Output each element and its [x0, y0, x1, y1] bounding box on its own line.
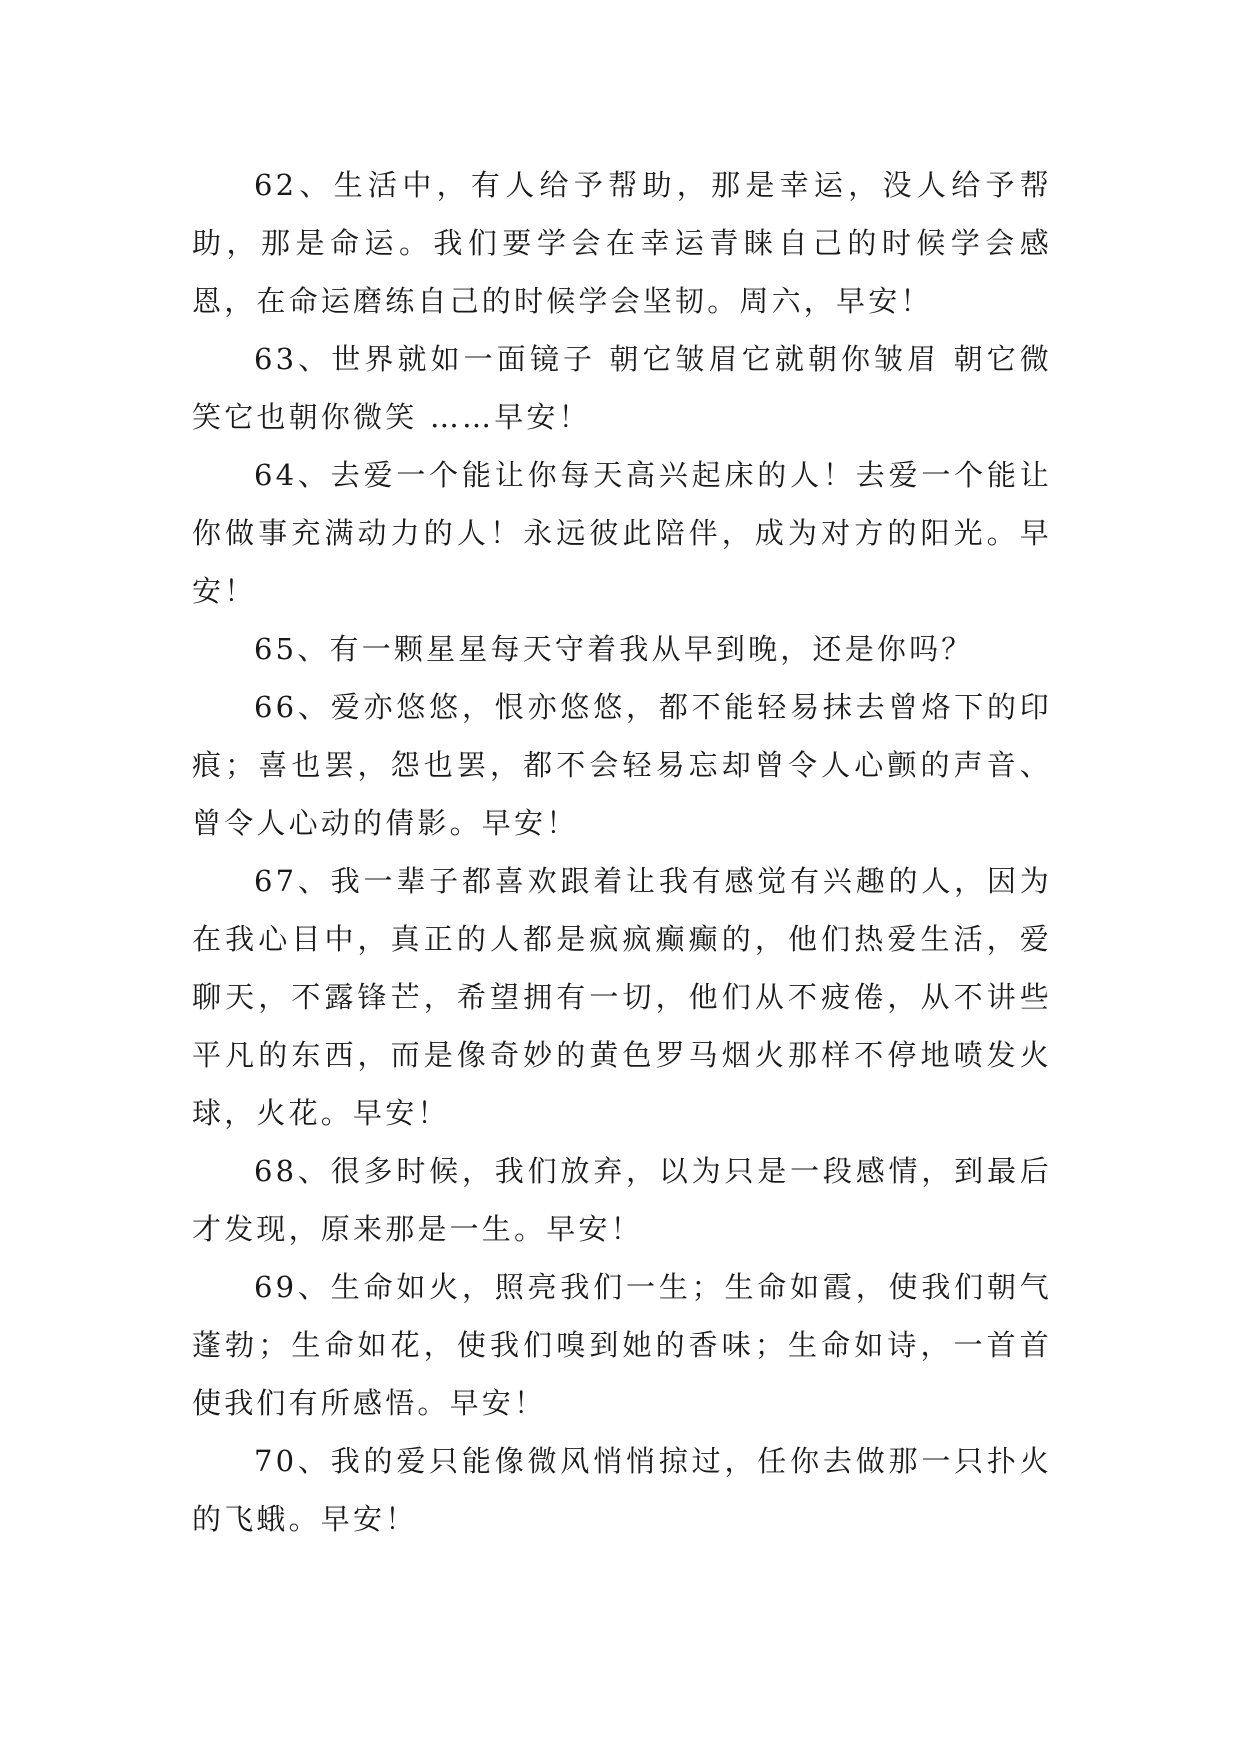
- paragraph-63: 63、世界就如一面镜子 朝它皱眉它就朝你皱眉 朝它微笑它也朝你微笑 ……早安！: [192, 342, 1052, 434]
- paragraph-65: 65、有一颗星星每天守着我从早到晚，还是你吗？: [254, 632, 974, 666]
- paragraph-68: 68、很多时候，我们放弃，以为只是一段感情，到最后才发现，原来那是一生。早安！: [192, 1154, 1052, 1246]
- paragraph-70: 70、我的爱只能像微风悄悄掠过，任你去做那一只扑火的飞蛾。早安！: [192, 1444, 1052, 1536]
- paragraph-69: 69、生命如火，照亮我们一生；生命如霞，使我们朝气蓬勃；生命如花，使我们嗅到她的香味；生命如诗，一首首使我们有所感悟。早安！: [192, 1270, 1052, 1420]
- paragraph-64: 64、去爱一个能让你每天高兴起床的人！去爱一个能让你做事充满动力的人！永远彼此陪伴，成为对方的阳光。早安！: [192, 458, 1052, 608]
- paragraph-66: 66、爱亦悠悠，恨亦悠悠，都不能轻易抹去曾烙下的印痕；喜也罢，怨也罢，都不会轻易忘却曾令人心颤的声音、曾令人心动的倩影。早安！: [192, 690, 1052, 840]
- document-body: [192, 156, 1052, 1548]
- paragraph-62: 62、生活中，有人给予帮助，那是幸运，没人给予帮助，那是命运。我们要学会在幸运青睐自己的时候学会感恩，在命运磨练自己的时候学会坚韧。周六，早安！: [192, 168, 1052, 318]
- paragraph-67: 67、我一辈子都喜欢跟着让我有感觉有兴趣的人，因为在我心目中，真正的人都是疯疯癫癫的，他们热爱生活，爱聊天，不露锋芒，希望拥有一切，他们从不疲倦，从不讲些平凡的东西，而是像奇妙的黄色罗马烟火那样不停地喷发火球，火花。早安！: [192, 864, 1052, 1130]
